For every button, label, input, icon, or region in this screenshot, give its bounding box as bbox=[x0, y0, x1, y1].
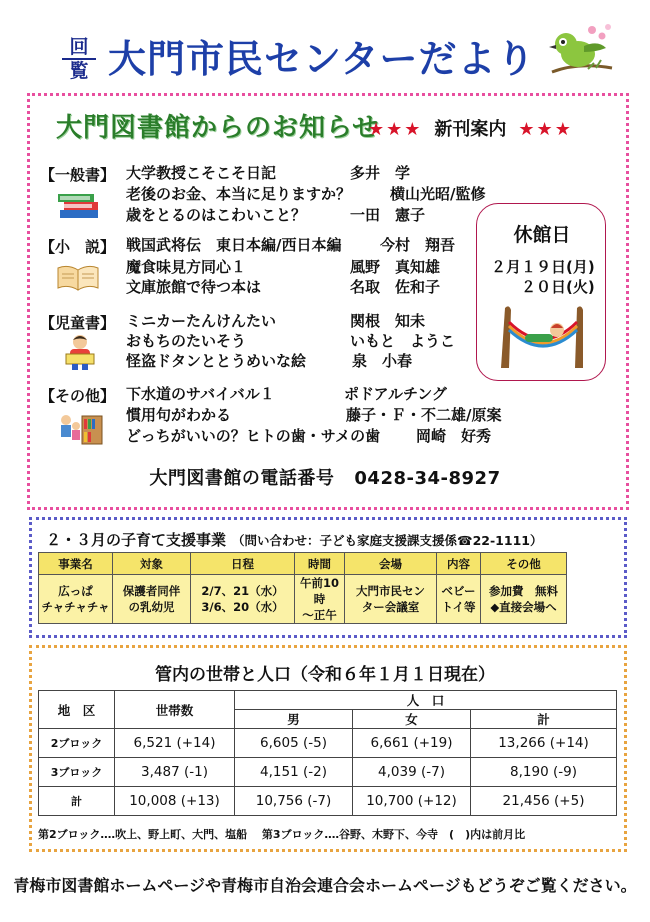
childcare-header: その他 bbox=[481, 553, 567, 575]
childcare-cell bbox=[39, 575, 113, 624]
childcare-cell bbox=[113, 575, 191, 624]
category-novel: 【小 説】 bbox=[40, 238, 116, 256]
closed-day-1: ２月１９日(月) bbox=[491, 258, 595, 276]
childcare-header: 事業名 bbox=[39, 553, 113, 575]
childcare-table bbox=[38, 552, 567, 624]
open-book-icon bbox=[56, 262, 100, 292]
cell-line: チャチャチャ bbox=[41, 600, 110, 614]
kids-bookshelf-icon bbox=[56, 408, 104, 446]
book-title: 文庫旅館で待つ本は bbox=[126, 278, 262, 296]
childcare-header: 日程 bbox=[191, 553, 295, 575]
childcare-header: 時間 bbox=[295, 553, 345, 575]
new-books-heading bbox=[368, 115, 573, 141]
book-title: どっちがいいの？ヒトの歯・サメの歯 bbox=[126, 427, 381, 445]
col-population: 人 口 bbox=[235, 691, 617, 710]
childcare-title-line bbox=[46, 529, 542, 550]
childcare-cell bbox=[345, 575, 437, 624]
female-value: 6,661 (+19) bbox=[353, 729, 471, 758]
book-author: 横山光昭/監修 bbox=[390, 185, 486, 203]
childcare-cell bbox=[437, 575, 481, 624]
category-other: 【その他】 bbox=[40, 387, 116, 405]
childcare-header: 対象 bbox=[113, 553, 191, 575]
stars-left: ★★★ bbox=[368, 119, 423, 140]
closed-days-title: 休館日 bbox=[513, 224, 571, 246]
childcare-contact: （問い合わせ：子ども家庭支援課支援係☎22-1111） bbox=[232, 533, 543, 548]
table-row bbox=[39, 787, 617, 816]
childcare-header: 会場 bbox=[345, 553, 437, 575]
cell-line: 2/7、21（水） bbox=[201, 584, 284, 598]
category-general: 【一般書】 bbox=[40, 166, 116, 184]
childcare-cell bbox=[191, 575, 295, 624]
cell-line: 参加費 無料 bbox=[489, 584, 558, 598]
library-phone bbox=[0, 464, 650, 490]
category-children: 【児童書】 bbox=[40, 314, 116, 332]
households-value: 3,487 (-1) bbox=[115, 758, 235, 787]
book-author: 風野 真知雄 bbox=[350, 258, 441, 276]
book-title: 老後のお金、本当に足りますか？ bbox=[126, 185, 352, 203]
cell-line: トイ等 bbox=[441, 600, 476, 614]
book-title: おもちのたいそう bbox=[126, 332, 247, 350]
new-books-label: 新刊案内 bbox=[434, 119, 507, 140]
row-area: 2ブロック bbox=[39, 729, 115, 758]
childcare-cell bbox=[295, 575, 345, 624]
households-value: 6,521 (+14) bbox=[115, 729, 235, 758]
book-author: 一田 憲子 bbox=[350, 206, 426, 224]
book-author: 多井 学 bbox=[350, 164, 411, 182]
book-author: 泉 小春 bbox=[352, 352, 413, 370]
male-value: 4,151 (-2) bbox=[235, 758, 353, 787]
book-title: 下水道のサバイバル１ bbox=[126, 385, 275, 403]
table-row bbox=[39, 729, 617, 758]
kairan-char-2: 覧 bbox=[69, 60, 89, 82]
cell-line: ター会議室 bbox=[361, 600, 420, 614]
hammock-icon bbox=[495, 304, 589, 370]
book-author: 関根 知未 bbox=[350, 312, 426, 330]
book-author: 藤子・Ｆ・不二雄/原案 bbox=[346, 406, 502, 424]
cell-line: ◆直接会場へ bbox=[490, 600, 557, 614]
male-value: 6,605 (-5) bbox=[235, 729, 353, 758]
book-author: 今村 翔吾 bbox=[380, 236, 456, 254]
population-table bbox=[38, 690, 617, 816]
book-title: 魔食味見方同心１ bbox=[126, 258, 247, 276]
total-value: 13,266 (+14) bbox=[471, 729, 617, 758]
book-author: 名取 佐和子 bbox=[350, 278, 441, 296]
cell-line: ベビー bbox=[441, 584, 476, 598]
closed-day-2: ２０日(火) bbox=[521, 278, 595, 296]
childcare-cell bbox=[481, 575, 567, 624]
col-total: 計 bbox=[471, 710, 617, 729]
book-author: ポドアルチング bbox=[344, 385, 447, 403]
col-area: 地 区 bbox=[39, 691, 115, 729]
book-title: 大学教授こそこそ日記 bbox=[126, 164, 277, 182]
population-title: 管内の世帯と人口（令和６年１月１日現在） bbox=[155, 665, 495, 685]
closed-days-box bbox=[476, 203, 606, 381]
row-area: 計 bbox=[39, 787, 115, 816]
book-author: いもと ようこ bbox=[350, 332, 456, 350]
households-value: 10,008 (+13) bbox=[115, 787, 235, 816]
child-reading-icon bbox=[60, 332, 100, 372]
cell-line: 保護者同伴 bbox=[122, 584, 181, 598]
book-title: ミニカーたんけんたい bbox=[126, 312, 277, 330]
table-row bbox=[39, 758, 617, 787]
book-title: 怪盗ドタンととうめいな絵 bbox=[126, 352, 307, 370]
kairan-mark bbox=[62, 36, 96, 82]
cell-line: 午前10時 bbox=[299, 576, 339, 606]
library-phone-label: 大門図書館の電話番号 bbox=[149, 468, 335, 489]
footer-notice: 青梅市図書館ホームページや青梅市自治会連合会ホームページもどうぞご覧ください。 bbox=[13, 876, 637, 895]
row-area: 3ブロック bbox=[39, 758, 115, 787]
cell-line: ～正午 bbox=[302, 608, 337, 622]
kairan-char-1: 回 bbox=[62, 36, 96, 60]
library-phone-number: 0428-34-8927 bbox=[354, 468, 501, 489]
newsletter-title: 大門市民センターだより bbox=[108, 37, 536, 81]
book-title: 慣用句がわかる bbox=[126, 406, 232, 424]
cell-line: 大門市民セン bbox=[356, 584, 425, 598]
book-title: 歳をとるのはこわいこと？ bbox=[126, 206, 307, 224]
male-value: 10,756 (-7) bbox=[235, 787, 353, 816]
bird-icon bbox=[548, 22, 616, 80]
population-note: 第2ブロック‥‥吹上、野上町、大門、塩船 第3ブロック‥‥谷野、木野下、今寺 ( )内は前月比 bbox=[38, 828, 526, 841]
col-male: 男 bbox=[235, 710, 353, 729]
total-value: 8,190 (-9) bbox=[471, 758, 617, 787]
library-notice-title: 大門図書館からのお知らせ bbox=[56, 113, 380, 143]
col-households: 世帯数 bbox=[115, 691, 235, 729]
cell-line: の乳幼児 bbox=[128, 600, 175, 614]
stars-right: ★★★ bbox=[518, 119, 573, 140]
books-stack-icon bbox=[56, 188, 102, 220]
cell-line: 3/6、20（水） bbox=[201, 600, 284, 614]
col-female: 女 bbox=[353, 710, 471, 729]
total-value: 21,456 (+5) bbox=[471, 787, 617, 816]
female-value: 10,700 (+12) bbox=[353, 787, 471, 816]
book-author: 岡崎 好秀 bbox=[416, 427, 492, 445]
female-value: 4,039 (-7) bbox=[353, 758, 471, 787]
childcare-header: 内容 bbox=[437, 553, 481, 575]
book-title: 戦国武将伝 東日本編/西日本編 bbox=[126, 236, 342, 254]
childcare-title: ２・３月の子育て支援事業 bbox=[46, 531, 227, 549]
cell-line: 広っぱ bbox=[58, 584, 93, 598]
